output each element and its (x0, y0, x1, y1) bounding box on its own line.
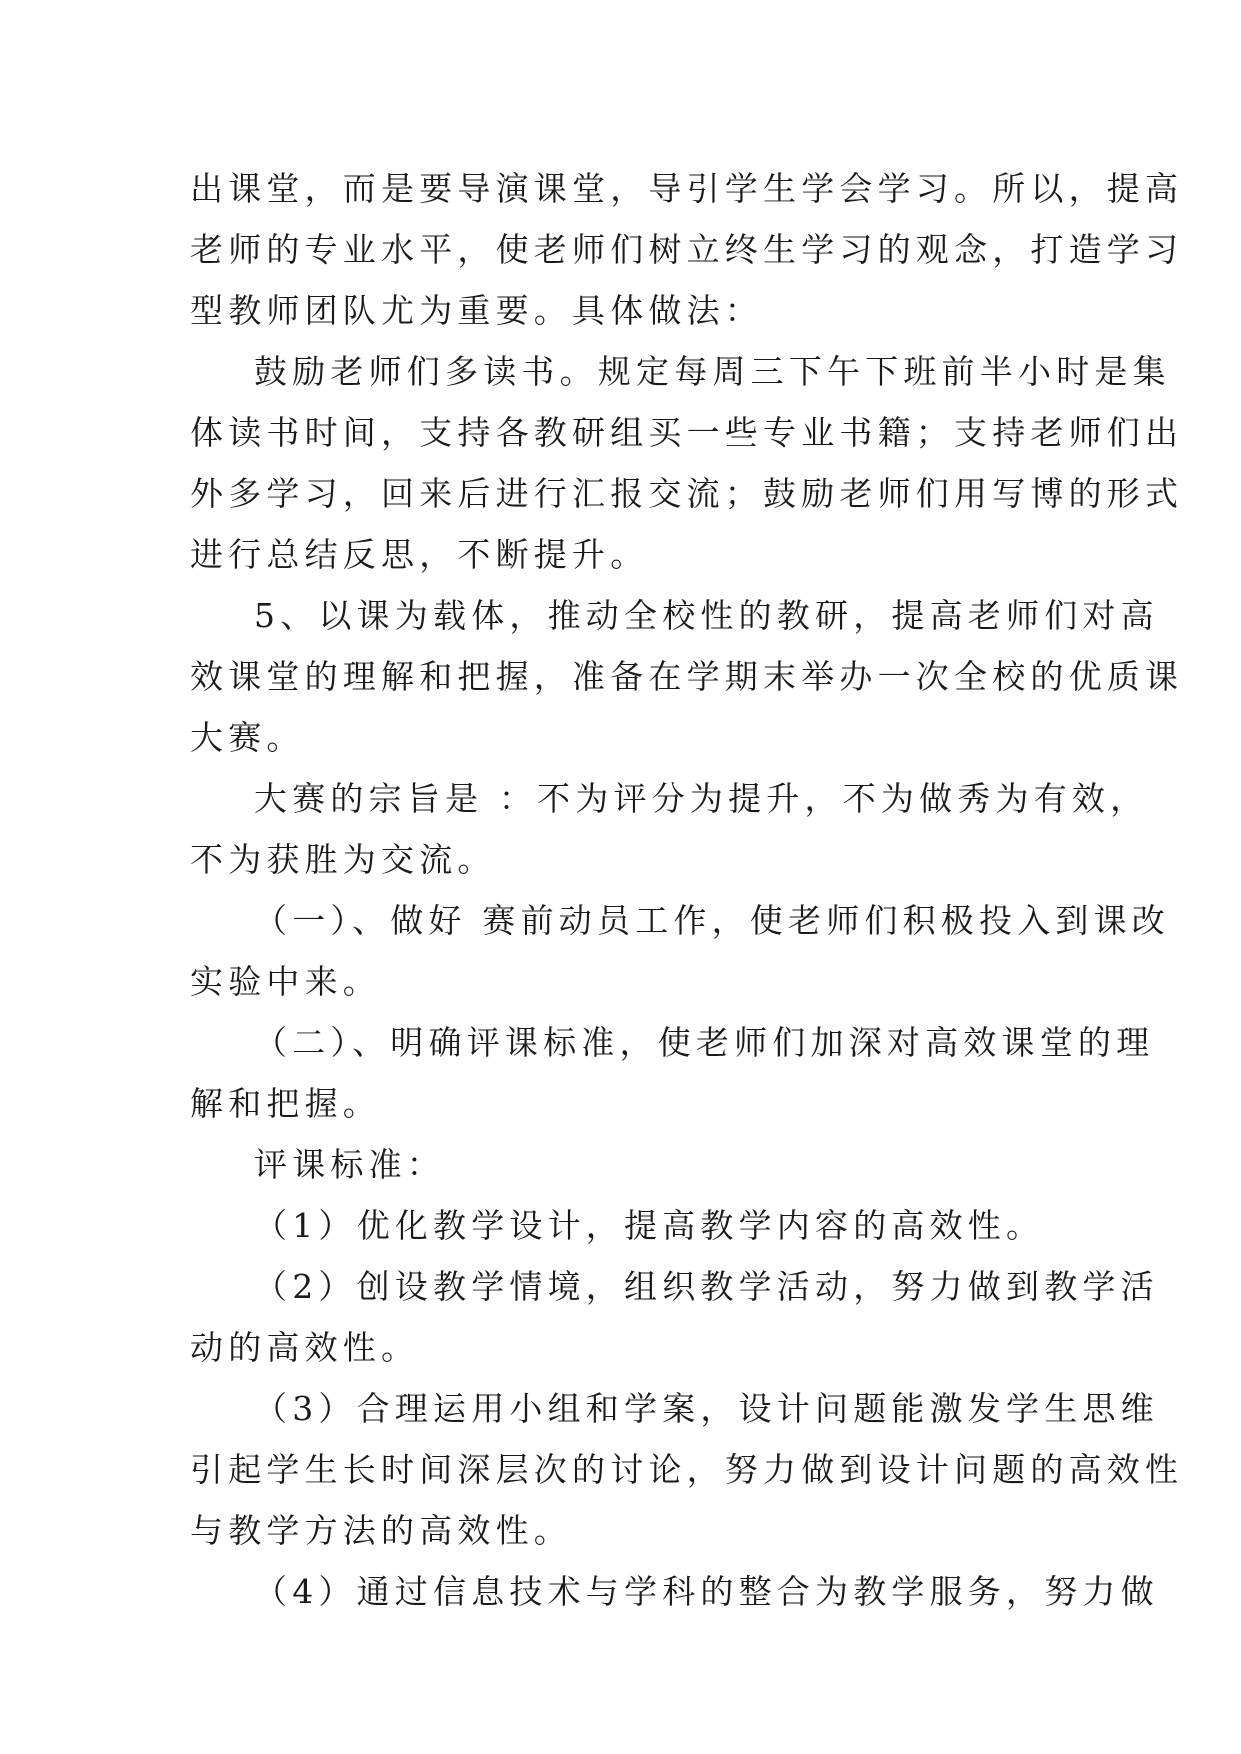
text-line: 进行总结反思，不断提升。 (190, 535, 649, 574)
text-line: 解和把握。 (190, 1084, 381, 1123)
text-line: 大赛的宗旨是 ：不为评分为提升，不为做秀为有效， (254, 779, 1149, 818)
text-line: 不为获胜为交流。 (190, 840, 496, 879)
text-line: 体读书时间，支持各教研组买一些专业书籍；支持老师们出 (190, 413, 1184, 452)
text-line: 鼓励老师们多读书。规定每周三下午下班前半小时是集 (254, 352, 1171, 391)
text-line: 大赛。 (190, 718, 305, 757)
text-line: （3）合理运用小组和学案，设计问题能激发学生思维 (254, 1389, 1159, 1428)
text-line: （二）、明确评课标准，使老师们加深对高效课堂的理 (254, 1023, 1155, 1062)
text-line: 与教学方法的高效性。 (190, 1511, 572, 1550)
text-line: （4）通过信息技术与学科的整合为教学服务，努力做 (254, 1572, 1159, 1611)
text-line: （一）、做好 赛前动员工作，使老师们积极投入到课改 (254, 901, 1170, 940)
text-line: 引起学生长时间深层次的讨论，努力做到设计问题的高效性 (190, 1450, 1184, 1489)
text-line: 5、以课为载体，推动全校性的教研，提高老师们对高 (254, 596, 1159, 635)
text-line: （2）创设教学情境，组织教学活动，努力做到教学活 (254, 1267, 1159, 1306)
text-line: 型教师团队尤为重要。具体做法： (190, 291, 763, 330)
text-line: 效课堂的理解和把握，准备在学期末举办一次全校的优质课 (190, 657, 1184, 696)
text-line: 评课标准： (254, 1145, 445, 1184)
text-line: 实验中来。 (190, 962, 381, 1001)
text-line: 外多学习，回来后进行汇报交流；鼓励老师们用写博的形式 (190, 474, 1184, 513)
text-line: （1）优化教学设计，提高教学内容的高效性。 (254, 1206, 1045, 1245)
document-body (190, 158, 1184, 1622)
text-line: 出课堂，而是要导演课堂，导引学生学会学习。所以，提高 (190, 169, 1184, 208)
text-line: 老师的专业水平，使老师们树立终生学习的观念，打造学习 (190, 230, 1184, 269)
text-line: 动的高效性。 (190, 1328, 420, 1367)
